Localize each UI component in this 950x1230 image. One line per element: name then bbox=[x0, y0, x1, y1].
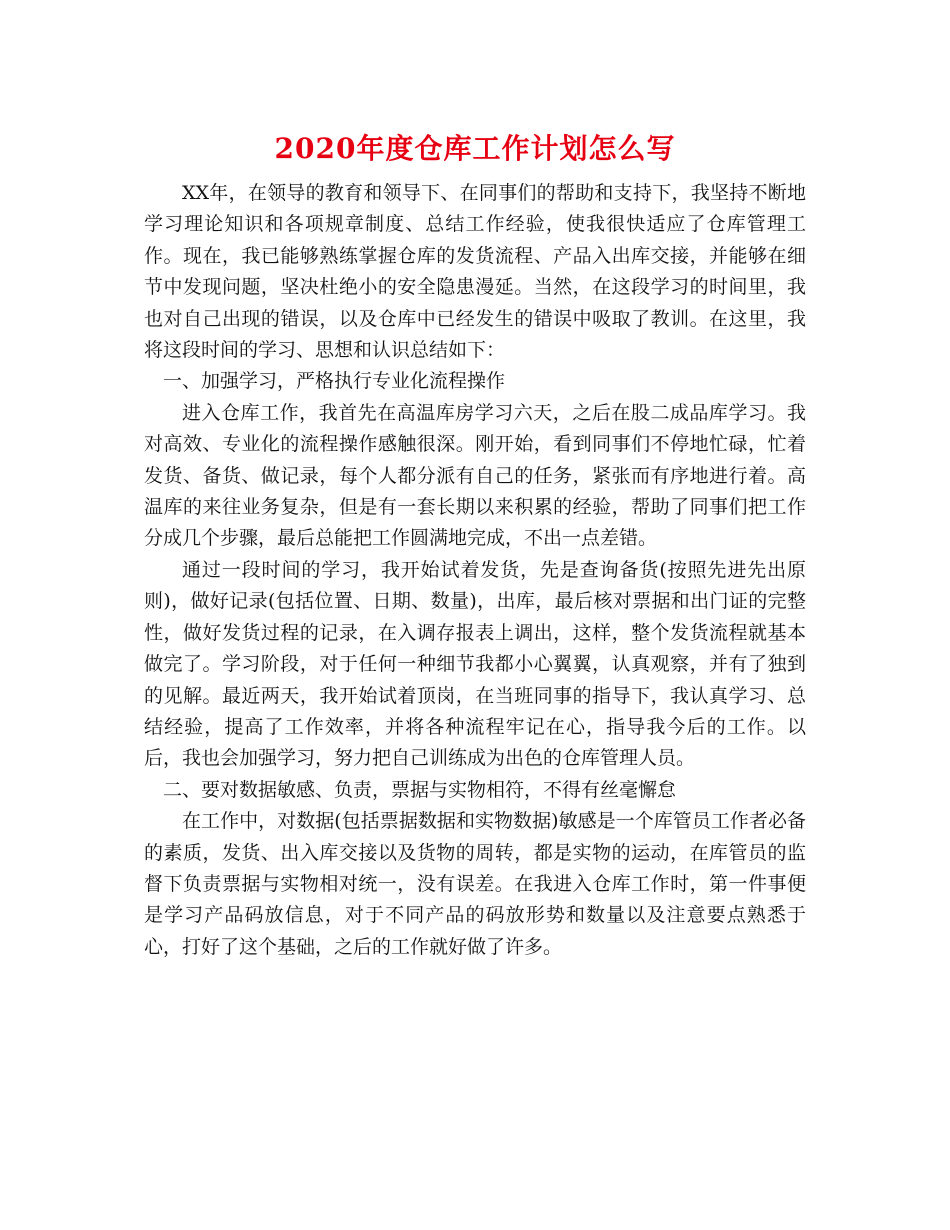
section-heading-1: 一、加强学习，严格执行专业化流程操作 bbox=[163, 370, 506, 393]
paragraph-section2-a: 在工作中，对数据(包括票据数据和实物数据)敏感是一个库管员工作者必备的素质，发货、出入库交接以及货物的周转，都是实物的运动，在库管员的监督下负责票据与实物相对统一，没有误差。在我进入仓库工作时，第一件事便是学习产品码放信息，对于不同产品的码放形势和数量以及注意要点熟悉于心，打好了这个基础，之后的工作就好做了许多。 bbox=[144, 810, 806, 958]
document-title: 2020年度仓库工作计划怎么写 bbox=[274, 132, 676, 165]
paragraph-section1-a: 进入仓库工作，我首先在高温库房学习六天，之后在股二成品库学习。我对高效、专业化的流程操作感触很深。刚开始，看到同事们不停地忙碌，忙着发货、备货、做记录，每个人都分派有自己的任务，紧张而有序地进行着。高温库的来往业务复杂，但是有一套长期以来积累的经验，帮助了同事们把工作分成几个步骤，最后总能把工作圆满地完成，不出一点差错。 bbox=[144, 401, 806, 550]
paragraph-intro: XX年，在领导的教育和领导下、在同事们的帮助和支持下，我坚持不断地学习理论知识和各项规章制度、总结工作经验，使我很快适应了仓库管理工作。现在，我已能够熟练掌握仓库的发货流程、产品入出库交接，并能够在细节中发现问题，坚决杜绝小的安全隐患漫延。当然，在这段学习的时间里，我也对自己出现的错误，以及仓库中已经发生的错误中吸取了教训。在这里，我将这段时间的学习、思想和认识总结如下： bbox=[144, 182, 806, 362]
document-body bbox=[144, 178, 806, 963]
paragraph-section1-b: 通过一段时间的学习，我开始试着发货，先是查询备货(按照先进先出原则)，做好记录(包括位置、日期、数量)，出库，最后核对票据和出门证的完整性，做好发货过程的记录，在入调存报表上调出，这样，整个发货流程就基本做完了。学习阶段，对于任何一种细节我都小心翼翼，认真观察，并有了独到的见解。最近两天，我开始试着顶岗，在当班同事的指导下，我认真学习、总结经验，提高了工作效率，并将各种流程牢记在心，指导我今后的工作。以后，我也会加强学习，努力把自己训练成为出色的仓库管理人员。 bbox=[144, 558, 806, 770]
section-heading-2: 二、要对数据敏感、负责，票据与实物相符，不得有丝毫懈怠 bbox=[163, 778, 677, 801]
